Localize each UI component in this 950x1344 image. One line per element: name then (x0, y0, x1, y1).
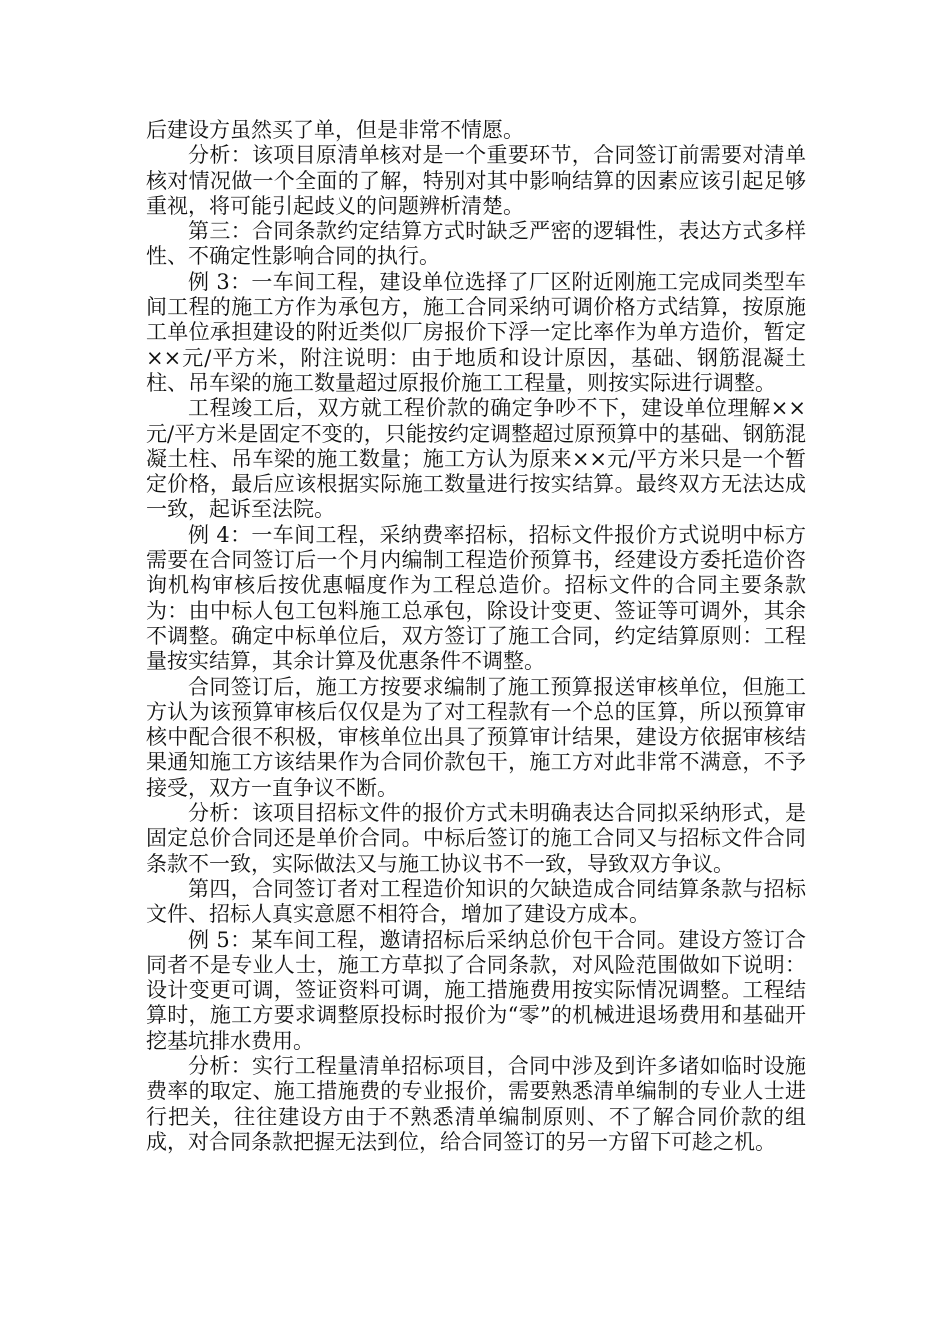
paragraph-point-three: 第三：合同条款约定结算方式时缺乏严密的逻辑性，表达方式多样性、不确定性影响合同的执行。 (146, 219, 806, 269)
paragraph-analysis-2: 分析：该项目招标文件的报价方式未明确表达合同拟采纳形式，是固定总价合同还是单价合同。中标后签订的施工合同又与招标文件合同条款不一致，实际做法又与施工协议书不一致，导致双方争议。 (146, 801, 806, 876)
paragraph-example-4-outcome: 合同签订后，施工方按要求编制了施工预算报送审核单位，但施工方认为该预算审核后仅仅是为了对工程款有一个总的匡算，所以预算审核中配合很不积极，审核单位出具了预算审计结果，建设方依据审核结果通知施工方该结果作为合同价款包干，施工方对此非常不满意，不予接受，双方一直争议不断。 (146, 674, 806, 800)
paragraph-example-3: 例 3：一车间工程，建设单位选择了厂区附近刚施工完成同类型车间工程的施工方作为承包方，施工合同采纳可调价格方式结算，按原施工单位承担建设的附近类似厂房报价下浮一定比率作为单方造价，暂定××元/平方米，附注说明：由于地质和设计原因，基础、钢筋混凝土柱、吊车梁的施工数量超过原报价施工工程量，则按实际进行调整。 (146, 269, 806, 395)
paragraph-example-4: 例 4：一车间工程，采纳费率招标，招标文件报价方式说明中标方需要在合同签订后一个月内编制工程造价预算书，经建设方委托造价咨询机构审核后按优惠幅度作为工程总造价。招标文件的合同主要条款为：由中标人包工包料施工总承包，除设计变更、签证等可调外，其余不调整。确定中标单位后，双方签订了施工合同，约定结算原则：工程量按实结算，其余计算及优惠条件不调整。 (146, 522, 806, 674)
paragraph-analysis-3: 分析：实行工程量清单招标项目，合同中涉及到许多诸如临时设施费率的取定、施工措施费的专业报价，需要熟悉清单编制的专业人士进行把关，往往建设方由于不熟悉清单编制原则、不了解合同价款的组成，对合同条款把握无法到位，给合同签订的另一方留下可趁之机。 (146, 1053, 806, 1154)
paragraph-analysis-1: 分析：该项目原清单核对是一个重要环节，合同签订前需要对清单核对情况做一个全面的了解，特别对其中影响结算的因素应该引起足够重视，将可能引起歧义的问题辨析清楚。 (146, 143, 806, 218)
paragraph-example-3-outcome: 工程竣工后，双方就工程价款的确定争吵不下，建设单位理解××元/平方米是固定不变的，只能按约定调整超过原预算中的基础、钢筋混凝土柱、吊车梁的施工数量；施工方认为原来××元/平方米只是一个暂定价格，最后应该根据实际施工数量进行按实结算。最终双方无法达成一致，起诉至法院。 (146, 396, 806, 522)
paragraph-point-four: 第四，合同签订者对工程造价知识的欠缺造成合同结算条款与招标文件、招标人真实意愿不相符合，增加了建设方成本。 (146, 876, 806, 927)
document-body (146, 118, 806, 1155)
paragraph-continuation: 后建设方虽然买了单，但是非常不情愿。 (146, 118, 524, 142)
paragraph-example-5: 例 5：某车间工程，邀请招标后采纳总价包干合同。建设方签订合同者不是专业人士，施工方草拟了合同条款，对风险范围做如下说明：设计变更可调，签证资料可调，施工措施费用按实际情况调整。工程结算时，施工方要求调整原投标时报价为“零”的机械进退场费用和基础开挖基坑排水费用。 (146, 927, 806, 1053)
